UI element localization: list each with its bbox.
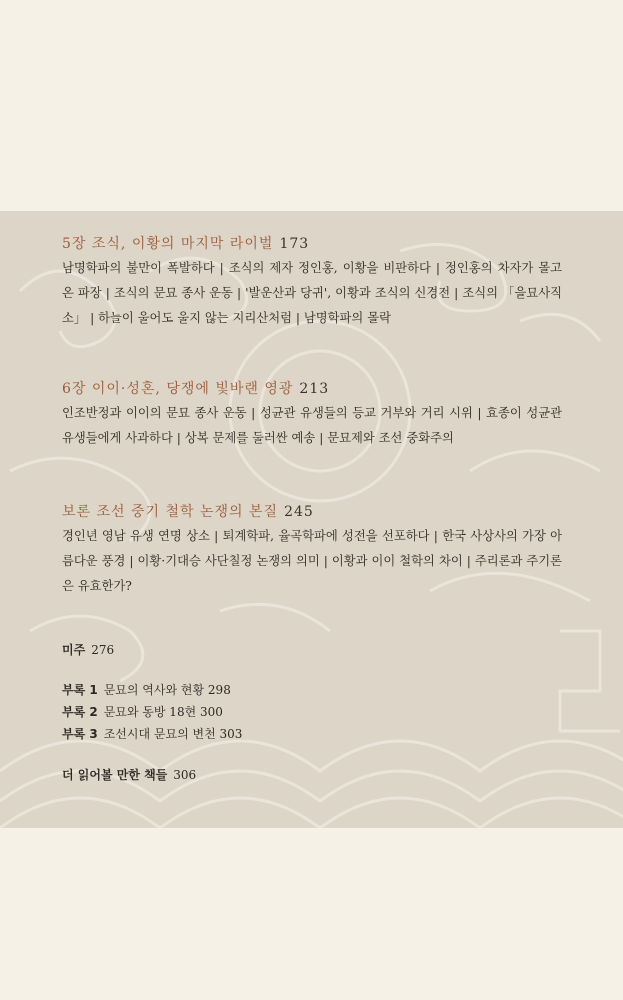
appendix-2-page: 300 [200,705,223,719]
chapter-5-title: 5장 조식, 이황의 마지막 라이벌 [62,236,274,252]
appendix-1-page: 298 [207,683,231,697]
chapter-5-sections: 남명학파의 불만이 폭발하다 | 조식의 제자 정인홍, 이황을 비판하다 | 정인홍의 차자가 몰고 온 파장 | 조식의 문묘 종사 운동 | '발운산과 당귀', 이황과 조식의 신경전 | 조식의 「을묘사직소」 | 하늘이 울어도 울지 않는 지리산처럼 | 남명학파의 몰락 [62,261,562,325]
appendix-2-title: 문묘와 동방 18현 [103,705,197,719]
chapter-5-heading[interactable] [62,233,309,253]
supplement-sections: 경인년 영남 유생 연명 상소 | 퇴계학파, 율곡학파에 성전을 선포하다 | 한국 사상사의 가장 아름다운 풍경 | 이황·기대승 사단칠정 논쟁의 의미 | 이황과 이이 철학의 차이 | 주리론과 주기론은 유효한가? [62,529,562,593]
appendix-1-entry[interactable] [62,681,231,698]
chapter-6-page: 213 [299,381,330,397]
appendix-1-label: 부록 1 [62,683,98,697]
chapter-6-title: 6장 이이·성혼, 당쟁에 빛바랜 영광 [62,381,294,397]
further-reading-page: 306 [173,768,197,782]
patterned-band [0,211,623,828]
appendix-3-label: 부록 3 [62,727,98,741]
appendix-2-label: 부록 2 [62,705,98,719]
further-reading-entry[interactable] [62,766,196,783]
notes-entry[interactable] [62,641,114,658]
chapter-6-sections: 인조반정과 이이의 문묘 종사 운동 | 성균관 유생들의 등교 거부와 거리 시위 | 효종이 성균관 유생들에게 사과하다 | 상복 문제를 둘러싼 예송 | 문묘제와 조선 중화주의 [62,406,562,445]
notes-label: 미주 [62,643,86,657]
notes-page: 276 [91,643,115,657]
further-reading-label: 더 읽어볼 만한 책들 [62,768,168,782]
supplement-title: 보론 조선 중기 철학 논쟁의 본질 [62,504,279,520]
supplement-page: 245 [284,504,314,520]
appendix-3-entry[interactable] [62,725,242,742]
appendix-3-page: 303 [219,727,243,741]
appendix-1-title: 문묘의 역사와 현황 [103,683,205,697]
appendix-2-entry[interactable] [62,703,223,720]
supplement-heading[interactable] [62,501,314,521]
chapter-6-heading[interactable] [62,378,329,398]
chapter-5-page: 173 [279,236,310,252]
appendix-3-title: 조선시대 문묘의 변천 [103,727,216,741]
